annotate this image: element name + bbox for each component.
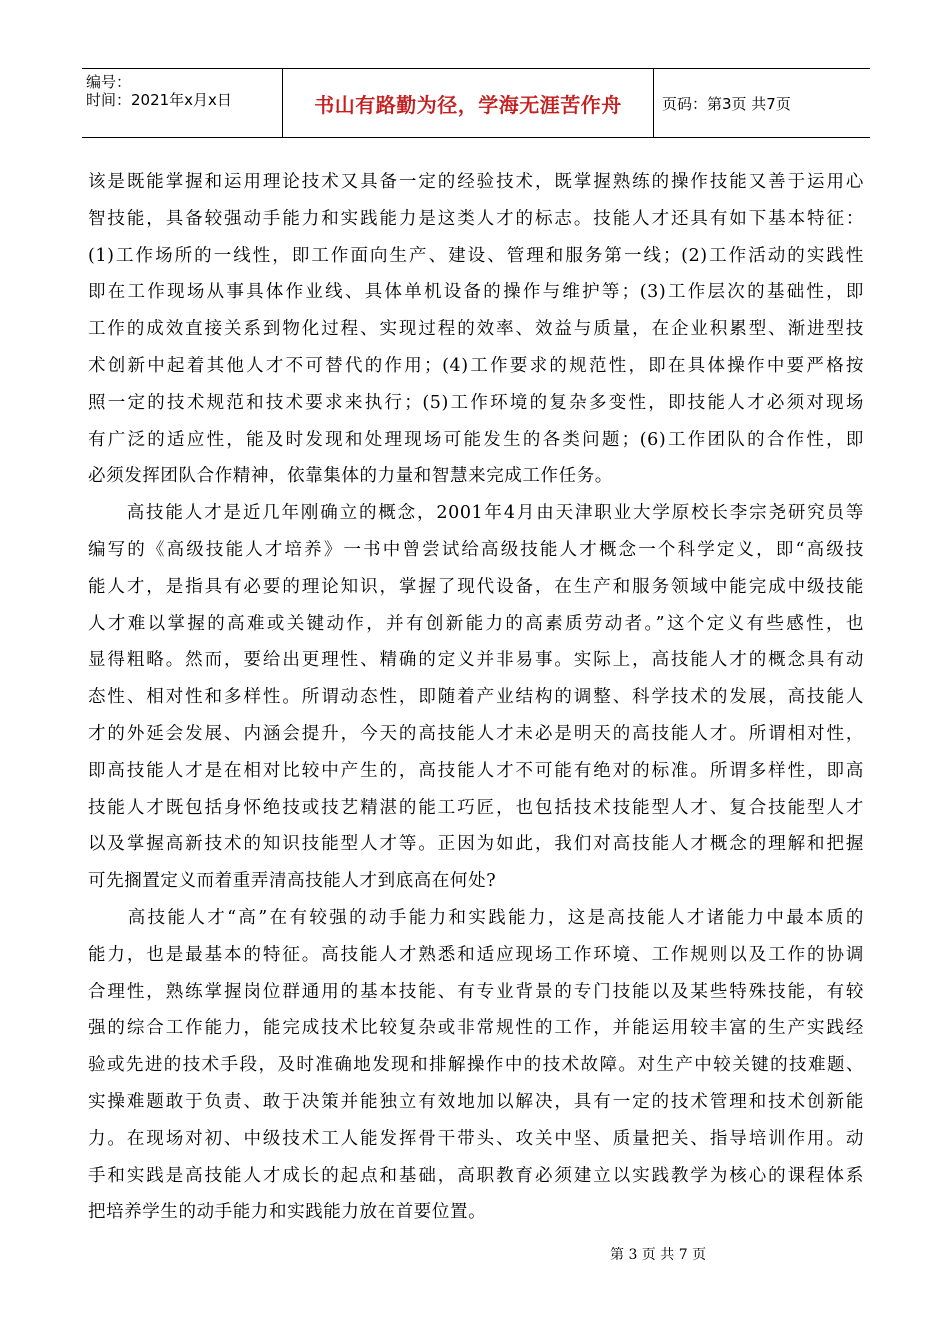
body-line: 态性、相对性和多样性。所谓动态性，即随着产业结构的调整、科学技术的发展，高技能人 [88,687,864,708]
body-line: 合理性，熟练掌握岗位群通用的基本技能、有专业背景的专门技能以及某些特殊技能，有较 [88,981,864,1002]
body-line: 人才难以掌握的高难或关键动作，并有创新能力的高素质劳动者。”这个定义有些感性，也 [88,613,864,634]
body-line: 该是既能掌握和运用理论技术又具备一定的经验技术，既掌握熟练的操作技能又善于运用心 [88,172,864,192]
body-line: 以及掌握高新技术的知识技能型人才等。正因为如此，我们对高技能人才概念的理解和把握 [88,834,864,855]
document-date-label: 时间：2021年x月x日 [86,91,232,109]
body-line: 即高技能人才是在相对比较中产生的，高技能人才不可能有绝对的标准。所谓多样性，即高 [88,760,864,781]
body-line: (1)工作场所的一线性，即工作面向生产、建设、管理和服务第一线；(2)工作活动的实践性 [88,245,864,266]
body-line: 能力，也是最基本的特征。高技能人才熟悉和适应现场工作环境、工作规则以及工作的协调 [88,944,864,965]
body-line: 强的综合工作能力，能完成技术比较复杂或非常规性的工作，并能运用较丰富的生产实践经 [88,1018,864,1039]
body-line: 编写的《高级技能人才培养》一书中曾尝试给高级技能人才概念一个科学定义，即“高级技 [88,539,864,560]
page-footer: 第 3 页 共 7 页 [610,1247,707,1263]
document-number-label: 编号： [86,73,132,91]
body-line: 工作的成效直接关系到物化过程、实现过程的效率、效益与质量，在企业积累型、渐进型技 [88,319,864,340]
body-line: 智技能，具备较强动手能力和实践能力是这类人才的标志。技能人才还具有如下基本特征： [88,208,864,229]
header-info-cell [82,69,282,137]
body-line: 有广泛的适应性，能及时发现和处理现场可能发生的各类问题；(6)工作团队的合作性，即 [88,429,864,450]
body-line: 技能人才既包括身怀绝技或技艺精湛的能工巧匠，也包括技术技能型人才、复合技能型人才 [88,797,864,818]
body-line: 高技能人才是近几年刚确立的概念，2001年4月由天津职业大学原校长李宗尧研究员等 [88,503,864,524]
body-line: 手和实践是高技能人才成长的起点和基础，高职教育必须建立以实践教学为核心的课程体系 [88,1165,864,1186]
body-line: 显得粗略。然而，要给出更理性、精确的定义并非易事。实际上，高技能人才的概念具有动 [88,650,864,671]
body-line: 即在工作现场从事具体作业线、具体单机设备的操作与维护等；(3)工作层次的基础性，即 [88,282,864,303]
document-body [88,164,864,1231]
body-line: 力。在现场对初、中级技术工人能发挥骨干带头、攻关中坚、质量把关、指导培训作用。动 [88,1128,864,1149]
body-line: 把培养学生的动手能力和实践能力放在首要位置。 [88,1202,487,1223]
body-line: 高技能人才“高”在有较强的动手能力和实践能力，这是高技能人才诸能力中最本质的 [88,907,864,928]
body-line: 验或先进的技术手段，及时准确地发现和排解操作中的技术故障。对生产中较关键的技难题、 [88,1055,864,1076]
body-line: 术创新中起着其他人才不可替代的作用；(4)工作要求的规范性，即在具体操作中要严格按 [88,355,864,376]
body-line: 可先搁置定义而着重弄清高技能人才到底高在何处? [88,871,497,892]
body-line: 实操难题敢于负责、敢于决策并能独立有效地加以解决，具有一定的技术管理和技术创新能 [88,1091,864,1112]
body-line: 必须发挥团队合作精神，依靠集体的力量和智慧来完成工作任务。 [88,466,613,487]
header-motto: 书山有路勤为径，学海无涯苦作舟 [282,69,654,137]
body-line: 才的外延会发展、内涵会提升，今天的高技能人才未必是明天的高技能人才。所谓相对性， [88,723,864,744]
header-page-label: 页码：第3页 共7页 [662,94,791,113]
page-header [82,68,870,138]
body-line: 照一定的技术规范和技术要求来执行；(5)工作环境的复杂多变性，即技能人才必须对现场 [88,392,864,413]
body-line: 能人才，是指具有必要的理论知识，掌握了现代设备，在生产和服务领域中能完成中级技能 [88,576,864,597]
